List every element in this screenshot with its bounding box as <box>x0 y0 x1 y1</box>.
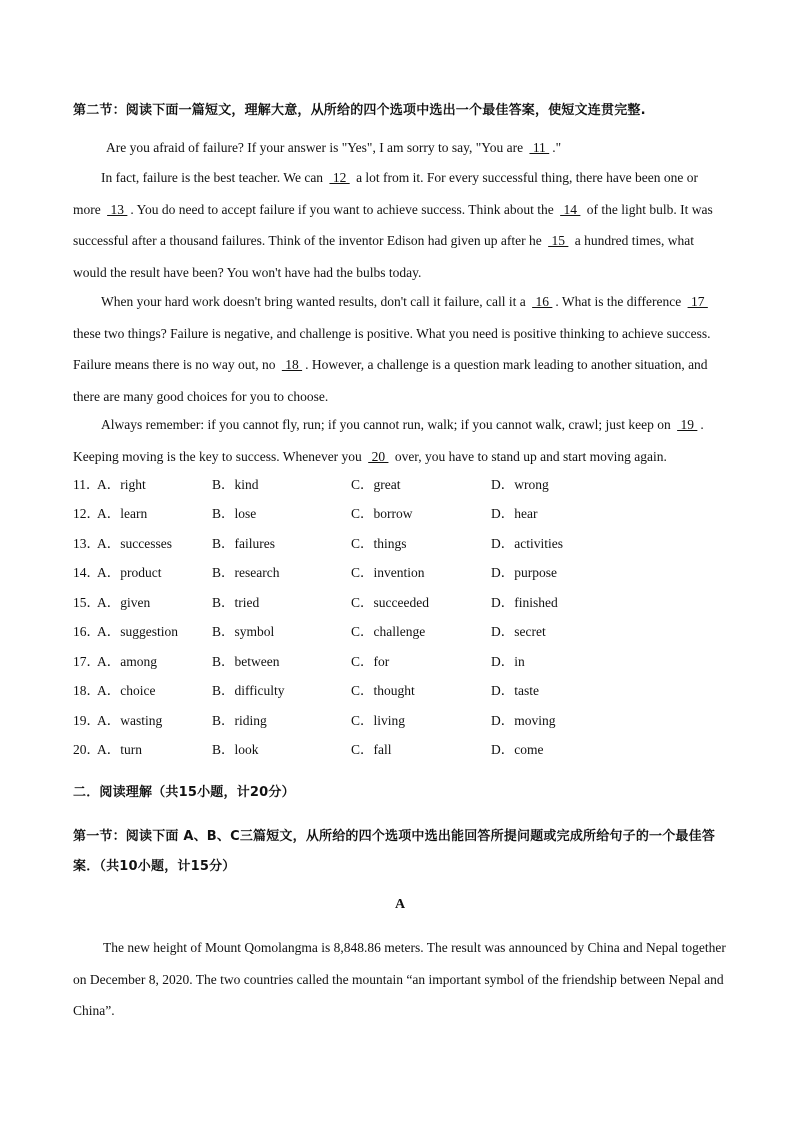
option-row-18 <box>73 681 733 701</box>
section2-heading: 第二节：阅读下面一篇短文，理解大意，从所给的四个选项中选出一个最佳答案，使短文连贯完整. <box>73 103 646 118</box>
question-number: 17． <box>73 654 100 669</box>
option-row-13 <box>73 534 733 554</box>
option-b: B．between <box>212 654 280 669</box>
passage-paragraph-4 <box>73 409 728 472</box>
blank-13: 13 <box>107 201 128 217</box>
passage-text: . What is the difference <box>555 294 685 309</box>
question-number: 12． <box>73 506 100 521</box>
option-d: D．come <box>491 742 544 757</box>
option-c: C．living <box>351 713 406 728</box>
option-a: A．suggestion <box>97 624 178 639</box>
blank-17: 17 <box>687 294 708 309</box>
part2-section1-heading: 第一节：阅读下面 A、B、C三篇短文，从所给的四个选项中选出能回答所提问题或完成所给句子的一个最佳答案．（共10小题，计15分） <box>73 829 716 874</box>
option-c: C．invention <box>351 565 425 580</box>
passage-text: . You do need to accept failure if you want to achieve success. Think about the <box>130 201 558 217</box>
blank-14: 14 <box>560 201 581 217</box>
option-c: C．for <box>351 654 390 669</box>
option-b: B．riding <box>212 713 267 728</box>
option-d: D．purpose <box>491 565 557 580</box>
option-a: A．learn <box>97 506 148 521</box>
part2-heading: 二．阅读理解（共15小题，计20分） <box>73 785 295 800</box>
option-a: A．product <box>97 565 162 580</box>
option-row-14 <box>73 563 733 583</box>
passage-paragraph-2 <box>73 162 728 288</box>
question-number: 13． <box>73 536 100 551</box>
option-d: D．secret <box>491 624 546 639</box>
option-a: A．given <box>97 595 151 610</box>
question-number: 11． <box>73 477 100 492</box>
blank-15: 15 <box>548 233 569 248</box>
passage-text: . Keeping moving is the key to success. Whenever you <box>73 417 704 464</box>
blank-20: 20 <box>368 448 389 464</box>
option-row-11 <box>73 475 733 495</box>
option-b: B．look <box>212 742 259 757</box>
blank-18: 18 <box>281 357 303 372</box>
option-a: A．wasting <box>97 713 163 728</box>
passage-text: of the light bulb. It was successful after a thousand failures. Think of the inventor Edison had given up after he <box>73 201 713 248</box>
passage-text: In fact, failure is the best teacher. We can <box>101 170 327 185</box>
option-c: C．borrow <box>351 506 413 521</box>
option-b: B．tried <box>212 595 260 610</box>
blank-11: 11 <box>529 140 550 155</box>
passage-text: Are you afraid of failure? If your answer is "Yes", I am sorry to say, "You are <box>106 140 527 155</box>
option-c: C．challenge <box>351 624 426 639</box>
option-a: A．choice <box>97 683 156 698</box>
passage-text: a hundred times, what would the result have been? You won't have had the bulbs today. <box>73 233 694 280</box>
option-d: D．moving <box>491 713 556 728</box>
question-number: 20． <box>73 742 100 757</box>
passage-text: When your hard work doesn't bring wanted results, don't call it failure, call it a <box>101 294 530 309</box>
question-number: 14． <box>73 565 100 580</box>
option-c: C．things <box>351 536 407 551</box>
option-c: C．great <box>351 477 401 492</box>
option-b: B．failures <box>212 536 275 551</box>
option-d: D．activities <box>491 536 563 551</box>
passage-text: Always remember: if you cannot fly, run; if you cannot run, walk; if you cannot walk, crawl; just keep on <box>101 417 675 432</box>
option-d: D．wrong <box>491 477 549 492</box>
blank-19: 19 <box>677 417 698 432</box>
option-b: B．research <box>212 565 280 580</box>
option-b: B．symbol <box>212 624 275 639</box>
question-number: 19． <box>73 713 100 728</box>
option-row-15 <box>73 593 733 613</box>
passage-paragraph-3 <box>73 286 728 412</box>
option-a: A．right <box>97 477 146 492</box>
option-d: D．in <box>491 654 525 669</box>
passage-text: ." <box>552 140 562 155</box>
blank-12: 12 <box>329 170 350 185</box>
option-a: A．turn <box>97 742 142 757</box>
option-row-17 <box>73 652 733 672</box>
article-a-title: A <box>394 897 406 912</box>
option-d: D．finished <box>491 595 558 610</box>
question-number: 15． <box>73 595 100 610</box>
option-c: C．succeeded <box>351 595 429 610</box>
option-row-16 <box>73 622 733 642</box>
option-row-20 <box>73 740 733 760</box>
passage-text: over, you have to stand up and start moving again. <box>391 448 667 464</box>
passage-paragraph-1 <box>73 132 728 164</box>
option-b: B．lose <box>212 506 257 521</box>
option-row-19 <box>73 711 733 731</box>
option-d: D．taste <box>491 683 539 698</box>
blank-16: 16 <box>532 294 553 309</box>
option-c: C．thought <box>351 683 415 698</box>
option-d: D．hear <box>491 506 538 521</box>
option-b: B．difficulty <box>212 683 285 698</box>
article-a-text: The new height of Mount Qomolangma is 8,848.86 meters. The result was announced by China and Nepal together on December 8, 2020. The two countries called the mountain “an important symbol of the friendship between Nepal and China”. <box>73 940 726 1018</box>
option-c: C．fall <box>351 742 392 757</box>
option-b: B．kind <box>212 477 259 492</box>
question-number: 18． <box>73 683 100 698</box>
question-number: 16． <box>73 624 100 639</box>
option-row-12 <box>73 504 733 524</box>
passage-text: a lot from it. For every successful thing, there have been one or more <box>73 170 698 217</box>
option-a: A．successes <box>97 536 172 551</box>
passage-text: these two things? Failure is negative, and challenge is positive. What you need is positive thinking to achieve success. Failure means there is no way out, no <box>73 325 711 372</box>
passage-text: . However, a challenge is a question mark leading to another situation, and there are many good choices for you to choose. <box>73 357 708 404</box>
option-a: A．among <box>97 654 157 669</box>
